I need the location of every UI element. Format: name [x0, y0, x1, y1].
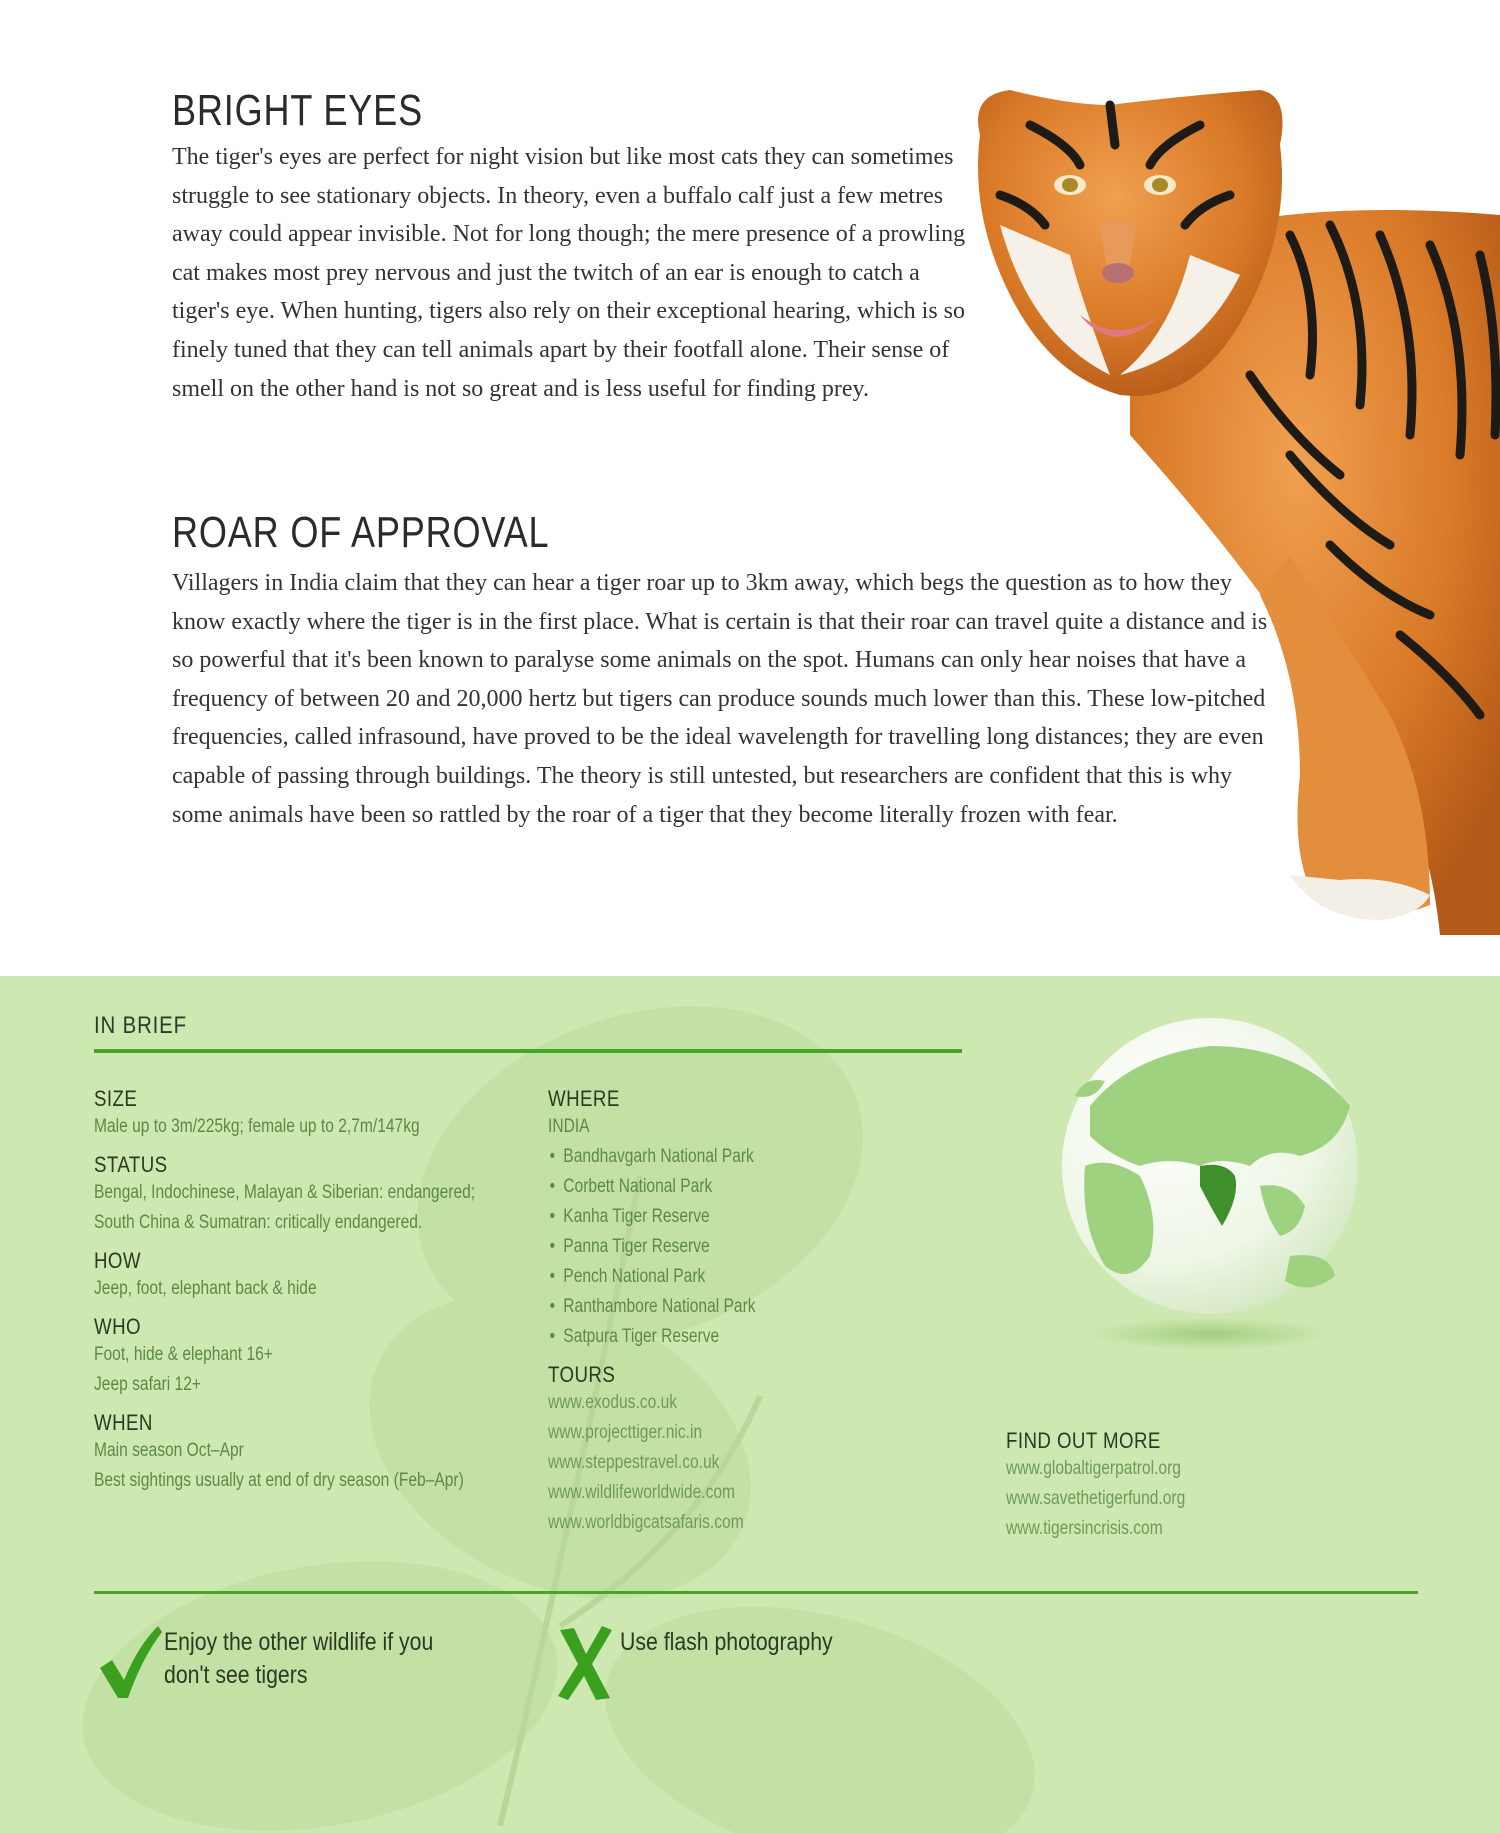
top-divider — [94, 1049, 962, 1053]
size-label: SIZE — [94, 1086, 138, 1111]
brief-column-details — [94, 1086, 559, 1506]
find-out-more-label: FIND OUT MORE — [1006, 1428, 1161, 1453]
checkmark-icon — [94, 1624, 164, 1702]
tour-link[interactable]: www.exodus.co.uk — [548, 1392, 678, 1413]
tip-dont-text: Use flash photography — [620, 1628, 833, 1656]
status-label: STATUS — [94, 1152, 168, 1177]
paragraph-bright-eyes: The tiger's eyes are perfect for night vision but like most cats they can sometimes struggle to see stationary objects. In theory, even a buffalo calf just a few metres away could appear invisible. Not for long though; the mere presence of a prowling cat makes most prey nervous and just the twitch of an ear is enough to catch a tiger's eye. When hunting, tigers also rely on their exceptional hearing, which is so finely tuned that they can tell animals apart by their footfall alone. Their sense of smell on the other hand is not so great and is less useful for finding prey. — [172, 144, 966, 402]
list-item: • Satpura Tiger Reserve — [548, 1322, 756, 1352]
heading-roar-of-approval: ROAR OF APPROVAL — [172, 508, 550, 557]
resource-link[interactable]: www.globaltigerpatrol.org — [1006, 1458, 1181, 1479]
who-label: WHO — [94, 1314, 141, 1339]
how-label: HOW — [94, 1248, 141, 1273]
in-brief-panel — [0, 976, 1500, 1833]
how-text: Jeep, foot, elephant back & hide — [94, 1278, 317, 1299]
size-text: Male up to 3m/225kg; female up to 2,7m/147kg — [94, 1116, 420, 1137]
tour-link[interactable]: www.worldbigcatsafaris.com — [548, 1512, 744, 1533]
in-brief-title: IN BRIEF — [94, 1012, 187, 1039]
list-item: • Ranthambore National Park — [548, 1292, 756, 1322]
list-item: • Bandhavgarh National Park — [548, 1142, 756, 1172]
list-item: • Kanha Tiger Reserve — [548, 1202, 756, 1232]
status-line: South China & Sumatran: critically endangered. — [94, 1212, 423, 1233]
who-line: Jeep safari 12+ — [94, 1374, 201, 1395]
status-text — [94, 1178, 475, 1238]
where-country: INDIA — [548, 1116, 590, 1137]
paragraph-roar-of-approval: Villagers in India claim that they can hear a tiger roar up to 3km away, which begs the question as to how they know exactly where the tiger is in the first place. What is certain is that their roar can travel quite a distance and is so powerful that it's been known to paralyse some animals on the spot. Humans can only hear noises that have a frequency of between 20 and 20,000 hertz but tigers can produce sounds much lower than this. These low-pitched frequencies, called infrasound, have proved to be the ideal wavelength for travelling long distances; they are even capable of passing through buildings. The theory is still untested, but researchers are confident that this is why some animals have been so rattled by the roar of a tiger that they become literally frozen with fear. — [172, 570, 1268, 828]
list-item: • Pench National Park — [548, 1262, 756, 1292]
list-item: • Panna Tiger Reserve — [548, 1232, 756, 1262]
list-item: • Corbett National Park — [548, 1172, 756, 1202]
heading-bright-eyes: BRIGHT EYES — [172, 86, 423, 135]
where-label: WHERE — [548, 1086, 620, 1111]
globe-map-icon — [1050, 1016, 1370, 1356]
find-out-more-links — [1006, 1454, 1225, 1544]
tip-do-text: Enjoy the other wildlife if you don't see tigers — [164, 1628, 434, 1689]
brief-column-find-out-more — [1006, 1428, 1225, 1554]
tiger-image — [960, 75, 1500, 935]
bottom-divider — [94, 1591, 1418, 1594]
when-line: Best sightings usually at end of dry season (Feb–Apr) — [94, 1470, 464, 1491]
tours-links — [548, 1388, 801, 1538]
when-label: WHEN — [94, 1410, 153, 1435]
resource-link[interactable]: www.tigersincrisis.com — [1006, 1518, 1163, 1539]
tour-link[interactable]: www.steppestravel.co.uk — [548, 1452, 720, 1473]
parks-list — [548, 1142, 801, 1352]
when-line: Main season Oct–Apr — [94, 1440, 244, 1461]
when-text — [94, 1436, 475, 1496]
who-text — [94, 1340, 475, 1400]
resource-link[interactable]: www.savethetigerfund.org — [1006, 1488, 1186, 1509]
tour-link[interactable]: www.wildlifeworldwide.com — [548, 1482, 736, 1503]
cross-icon — [550, 1624, 620, 1702]
who-line: Foot, hide & elephant 16+ — [94, 1344, 273, 1365]
tip-do — [94, 1624, 524, 1702]
tip-dont — [550, 1624, 980, 1702]
status-line: Bengal, Indochinese, Malayan & Siberian: endangered; — [94, 1182, 476, 1203]
tour-link[interactable]: www.projecttiger.nic.in — [548, 1422, 703, 1443]
tours-label: TOURS — [548, 1362, 616, 1387]
brief-column-where — [548, 1086, 801, 1548]
